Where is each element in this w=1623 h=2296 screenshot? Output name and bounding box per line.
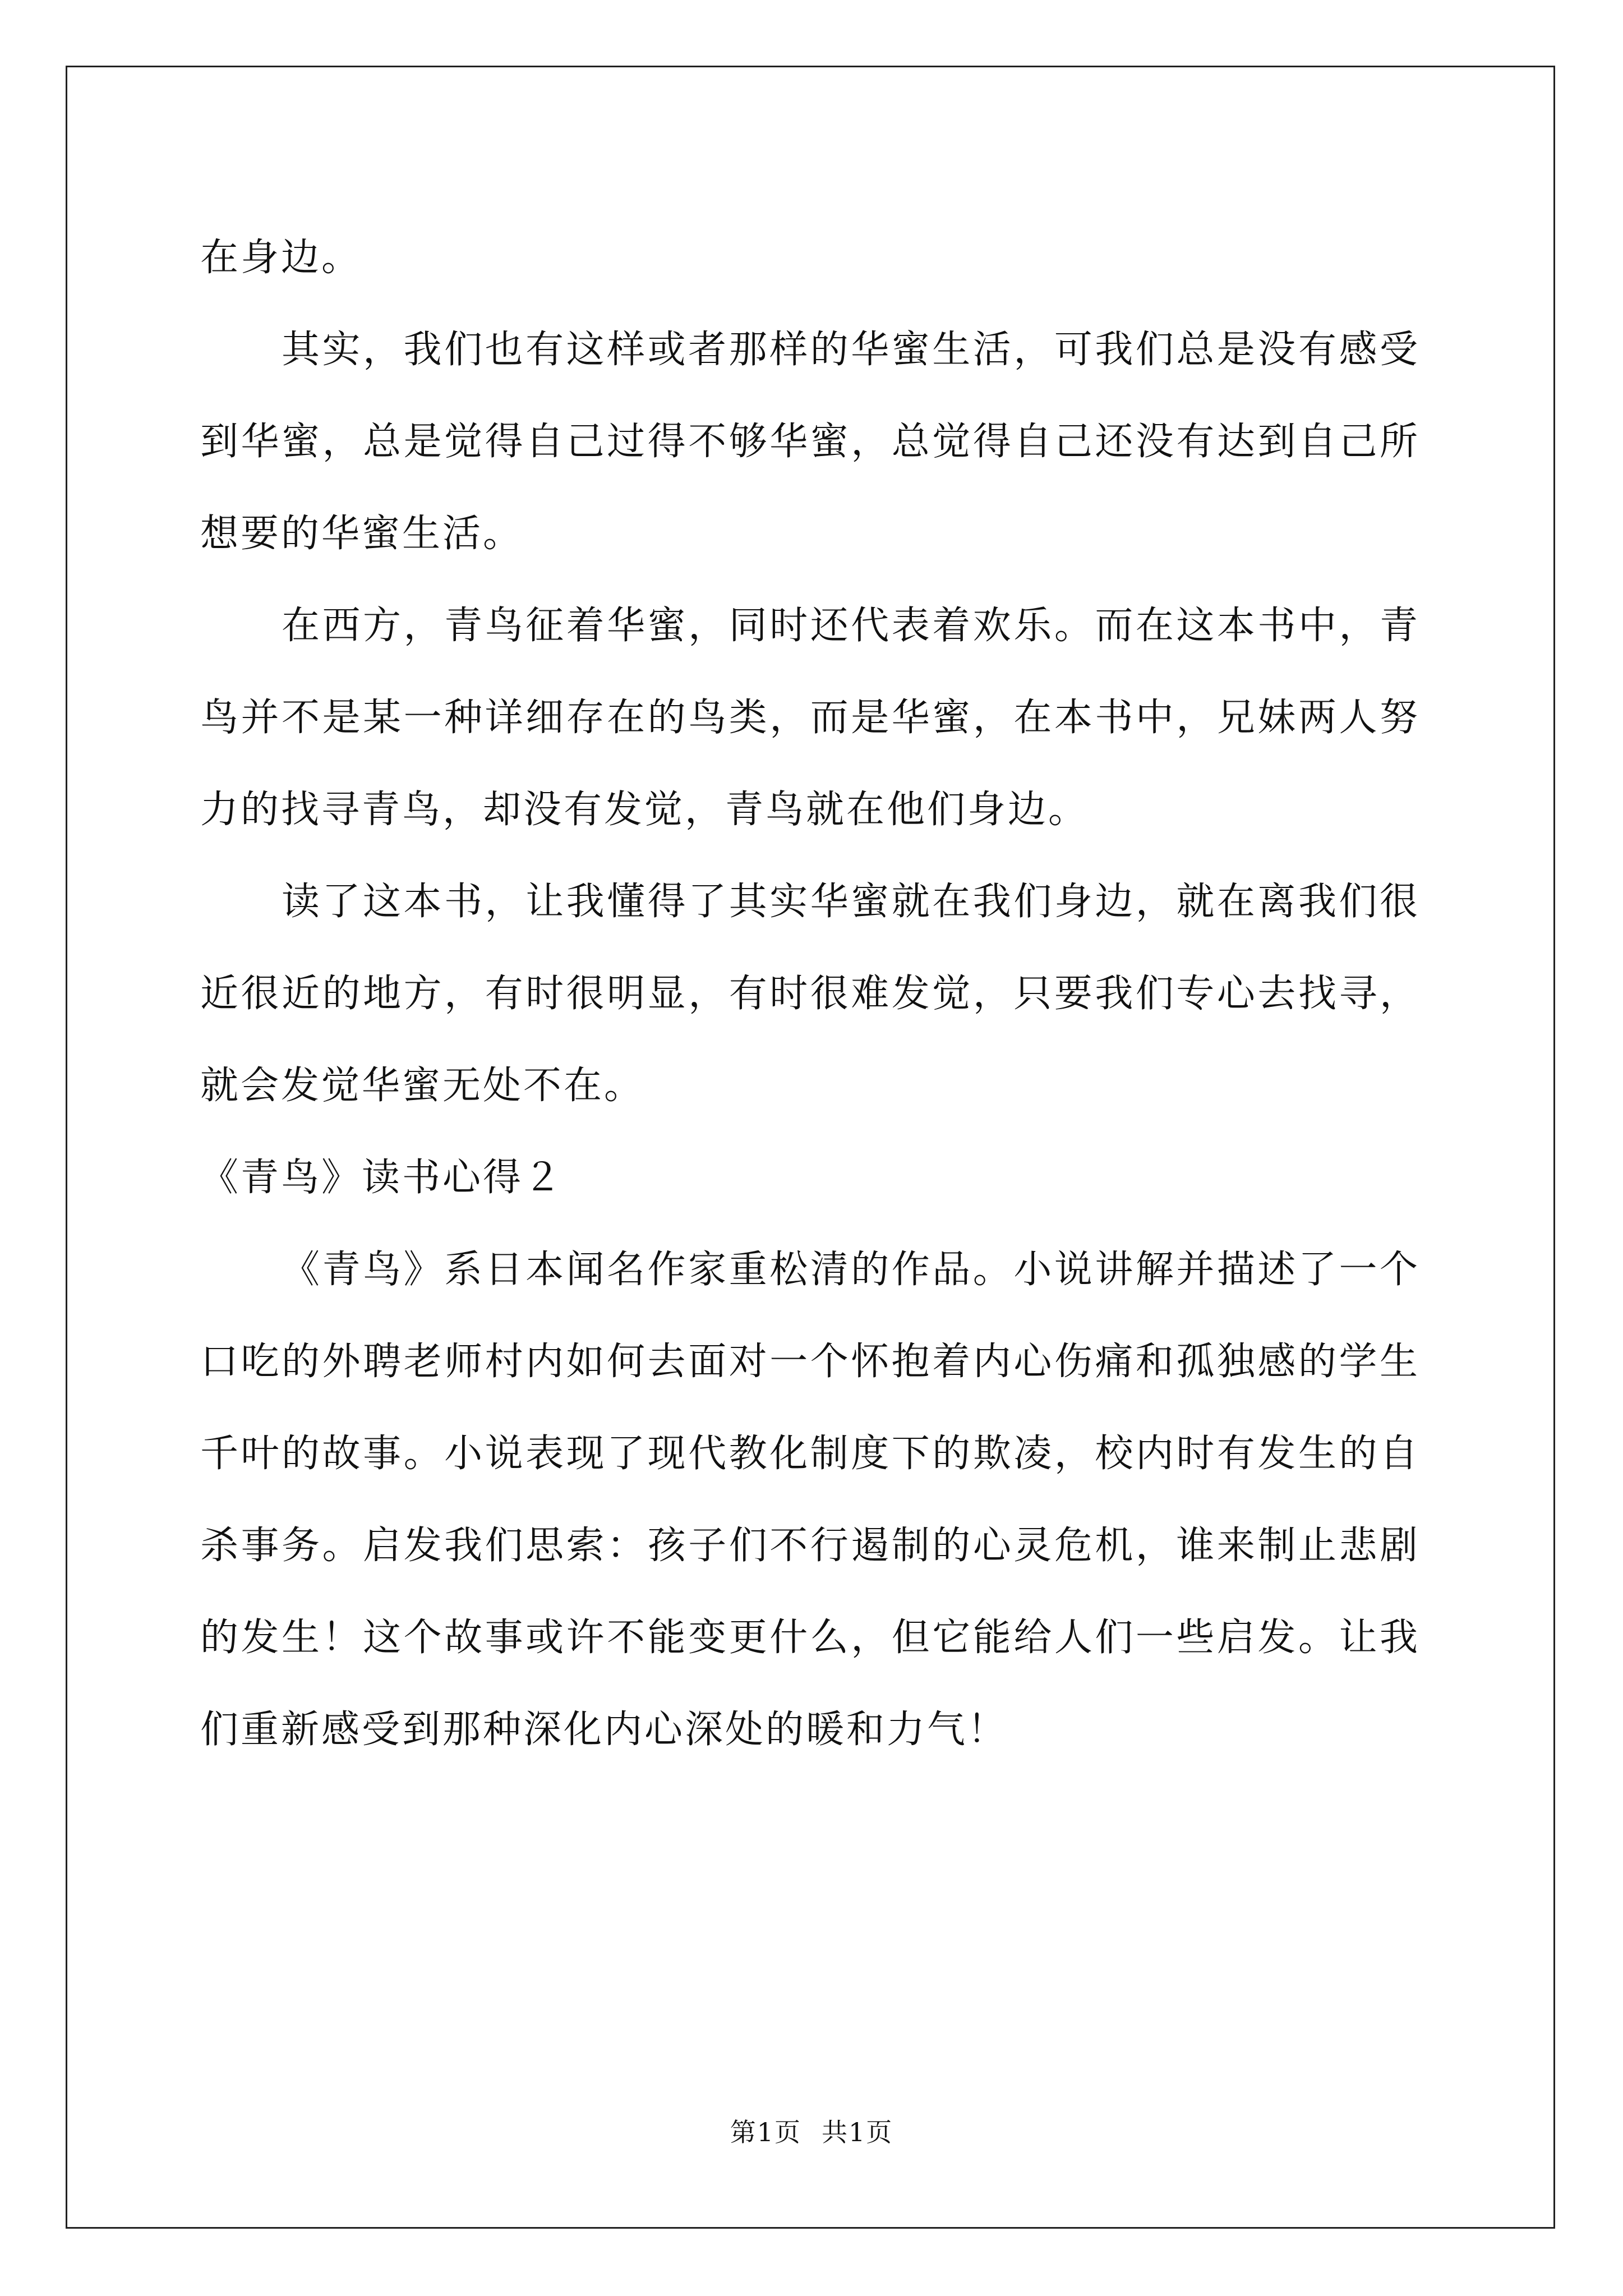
page-number: 第1页 <box>730 2117 801 2147</box>
text-line-14: 千叶的故事。小说表现了现代教化制度下的欺凌，校内时有发生的自 <box>200 1432 1420 1476</box>
text-line-1: 在身边。 <box>200 236 362 280</box>
text-line-9: 近很近的地方，有时很明显，有时很难发觉，只要我们专心去找寻， <box>200 972 1420 1016</box>
text-line-6: 鸟并不是某一种详细存在的鸟类，而是华蜜，在本书中，兄妹两人努 <box>200 696 1420 740</box>
text-line-7: 力的找寻青鸟，却没有发觉，青鸟就在他们身边。 <box>200 788 1089 832</box>
text-line-4: 想要的华蜜生活。 <box>200 512 524 556</box>
document-body <box>200 212 1420 1776</box>
text-line-2: 其实，我们也有这样或者那样的华蜜生活，可我们总是没有感受 <box>282 328 1420 372</box>
page-total: 共1页 <box>822 2117 893 2147</box>
text-line-12: 《青鸟》系日本闻名作家重松清的作品。小说讲解并描述了一个 <box>282 1248 1420 1292</box>
text-line-13: 口吃的外聘老师村内如何去面对一个怀抱着内心伤痛和孤独感的学生 <box>200 1340 1420 1384</box>
text-line-17: 们重新感受到那种深化内心深处的暖和力气！ <box>200 1708 1008 1752</box>
text-line-8: 读了这本书，让我懂得了其实华蜜就在我们身边，就在离我们很 <box>282 880 1420 924</box>
section-heading: 《青鸟》读书心得２ <box>200 1156 564 1200</box>
text-line-15: 杀事务。启发我们思索：孩子们不行遏制的心灵危机，谁来制止悲剧 <box>200 1524 1420 1568</box>
text-line-3: 到华蜜，总是觉得自己过得不够华蜜，总觉得自己还没有达到自己所 <box>200 420 1420 464</box>
page-footer <box>0 2112 1623 2149</box>
text-line-10: 就会发觉华蜜无处不在。 <box>200 1064 645 1108</box>
text-line-16: 的发生！这个故事或许不能变更什么，但它能给人们一些启发。让我 <box>200 1616 1420 1660</box>
text-line-5: 在西方，青鸟征着华蜜，同时还代表着欢乐。而在这本书中，青 <box>282 604 1420 648</box>
